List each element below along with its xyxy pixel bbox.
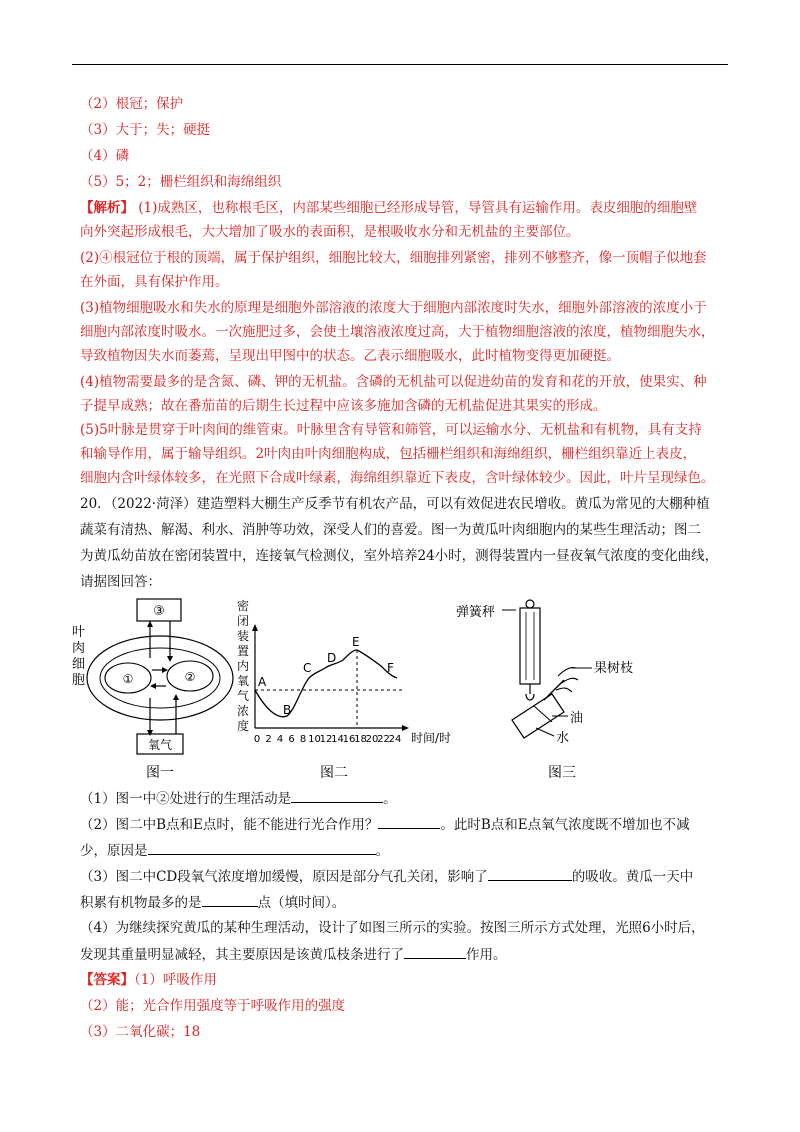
fig2-ylabel-6: 氧	[237, 674, 250, 688]
fig3-oil-level	[534, 706, 552, 722]
fig2-ylabel-2: 闭	[237, 614, 250, 628]
fig2-x-tick: 20	[365, 734, 379, 745]
figure3-diagram	[452, 596, 682, 756]
question-line1: 20．（2022·菏泽）建造塑料大棚生产反季节有机农产品，可以有效促进农民增收。黄瓜为常见的大棚种植	[80, 496, 710, 512]
fig3-label-water: 水	[556, 731, 570, 746]
subq-2-end: 。	[375, 843, 389, 859]
final-answer-1-text: （1）呼吸作用	[134, 972, 217, 988]
answer-line-2: （2）根冠；保护	[80, 96, 184, 112]
subq-2-text-b: 。此时B点和E点氧气浓度既不增加也不减	[440, 817, 690, 833]
answer-line-3: （3）大于；失；硬挺	[80, 122, 211, 138]
fig2-x-tick: 12	[319, 734, 333, 745]
fig1-arrowhead-2to1	[150, 683, 156, 689]
subq-1-text: （1）图一中②处进行的生理活动是	[80, 791, 292, 807]
analysis-p4-line2: 子提早成熟；故在番茄苗的后期生长过程中应该多施加含磷的无机盐促进其果实的形成。	[80, 398, 607, 414]
fig2-ylabel-4: 置	[237, 644, 250, 658]
figure2-caption: 图二	[320, 765, 348, 781]
fig2-x-tick: 22	[377, 734, 390, 745]
fig3-label-oil: 油	[570, 711, 584, 726]
analysis-p1-line1	[80, 198, 697, 218]
subq-3-blank	[488, 866, 572, 881]
subq-2-text: （2）图二中B点和E点时，能不能进行光合作用？	[80, 817, 379, 833]
fig2-x-label: 时间/时	[411, 731, 452, 745]
fig1-side-label-2: 肉	[72, 641, 86, 656]
fig1-organelle-2-label: ②	[184, 670, 196, 684]
fig1-arrowhead-from-oxygen	[173, 694, 179, 700]
subq-3-text-b: 的吸收。黄瓜一天中	[571, 869, 694, 885]
fig2-point-C: C	[303, 661, 312, 675]
fig1-arrowhead-to-box	[147, 621, 153, 627]
subq-4-blank	[404, 944, 466, 959]
fig2-x-tick: 24	[388, 734, 402, 745]
fig2-ylabel-3: 装	[237, 629, 250, 643]
subq-2-cont	[80, 840, 389, 861]
fig1-box-top-label: ③	[153, 604, 165, 619]
subq-2	[80, 814, 690, 835]
subq-2-blank-2	[148, 840, 376, 855]
fig1-arrowhead-to-oxygen	[147, 730, 153, 736]
figure1-diagram	[70, 596, 240, 756]
analysis-p1-text1: (1)成熟区，也称根毛区，内部某些细胞已经形成导管，导管具有运输作用。表皮细胞的细胞壁	[134, 200, 698, 216]
fig3-scale-hook	[526, 600, 534, 608]
subq-3	[80, 866, 693, 887]
fig2-ylabel-1: 密	[237, 599, 250, 613]
fig2-x-tick: 16	[342, 734, 356, 745]
fig2-x-tick: 8	[299, 734, 307, 745]
fig2-point-D: D	[327, 651, 337, 665]
figure1-caption: 图一	[146, 765, 174, 781]
analysis-tag: 【解析】	[80, 200, 134, 216]
fig2-x-tick: 4	[276, 734, 284, 745]
fig2-ylabel-8: 浓	[237, 704, 250, 718]
fig2-y-arrowhead	[252, 624, 258, 631]
subq-2-text-c: 少，原因是	[80, 843, 148, 859]
answer-line-4: （4）磷	[80, 148, 130, 164]
answer-line-5: （5）5；2；栅栏组织和海绵组织	[80, 174, 282, 190]
question-line2: 蔬菜有清热、解渴、利水、消肿等功效，深受人们的喜爱。图一为黄瓜叶肉细胞内的某些生理活动；图二	[80, 522, 701, 538]
fig2-point-F: F	[387, 661, 394, 675]
fig2-x-tick: 0	[253, 734, 261, 745]
fig2-x-tick: 10	[308, 734, 321, 745]
analysis-p5-line1: (5)5叶脉是贯穿于叶肉间的维管束。叶脉里含有导管和筛管，可以运输水分、无机盐和有机物，具有支持	[80, 422, 702, 438]
fig1-side-label-3: 细	[72, 657, 86, 672]
fig2-x-ticks	[254, 734, 402, 745]
fig1-side-label-1: 叶	[72, 625, 86, 640]
fig2-x-tick: 6	[288, 734, 295, 745]
subq-1	[80, 788, 397, 809]
header-rule	[72, 64, 728, 65]
fig1-cell-inner	[100, 648, 220, 708]
subq-4-end: 作用。	[466, 947, 507, 963]
analysis-p3-line2: 细胞内部浓度时吸水。一次施肥过多，会使土壤溶液浓度过高，大于植物细胞溶液的浓度，植物细胞失水，	[80, 324, 715, 340]
subq-3-text-c: 积累有机物最多的是	[80, 895, 202, 911]
subq-3-blank-2	[202, 892, 258, 907]
subq-1-end: 。	[383, 791, 397, 807]
fig2-point-A: A	[258, 675, 267, 689]
analysis-p2-line1: (2)④根冠位于根的顶端，属于保护组织，细胞比较大，细胞排列紧密，排列不够整齐，像一顶帽子似地套	[80, 250, 707, 266]
subq-3-cont	[80, 892, 345, 913]
fig2-point-E: E	[352, 635, 360, 649]
fig1-arrowhead-from-box	[167, 656, 173, 662]
analysis-p5-line3: 细胞内含叶绿体较多，在光照下合成叶绿素，海绵组织靠近下表皮，含叶绿体较少。因此，叶片呈现绿色。	[80, 470, 715, 486]
analysis-p1-line2: 向外突起形成根毛，大大增加了吸水的表面积，是根吸收水分和无机盐的主要部位。	[80, 224, 580, 240]
figure3-caption: 图三	[548, 765, 576, 781]
analysis-p4-line1: (4)植物需要最多的是含氮、磷、钾的无机盐。含磷的无机盐可以促进幼苗的发育和花的开放，使果实、种	[80, 374, 707, 390]
fig2-point-B: B	[283, 703, 292, 717]
figure2-chart	[235, 598, 455, 758]
fig1-organelle-1-label: ①	[122, 672, 134, 686]
fig2-x-tick: 2	[265, 734, 272, 745]
fig1-cell-outer	[87, 636, 233, 720]
fig2-x-tick: 18	[354, 734, 367, 745]
question-line4: 请据图回答：	[80, 574, 161, 590]
final-answer-tag: 【答案】	[80, 972, 134, 988]
fig3-branch-leaves	[556, 667, 578, 692]
subq-4-cont	[80, 944, 507, 965]
analysis-p3-line3: 导致植物因失水而萎蔫，呈现出甲图中的状态。乙表示细胞吸水，此时植物变得更加硬挺。	[80, 348, 620, 364]
analysis-p5-line2: 和输导作用，属于输导组织。2叶肉由叶肉细胞构成，包括栅栏组织和海绵组织，栅栏组织靠近上表皮，	[80, 446, 697, 462]
question-line3: 为黄瓜幼苗放在密闭装置中，连接氧气检测仪，室外培养24小时，测得装置内一昼夜氧气浓度的变化曲线，	[80, 548, 719, 564]
fig2-ylabel-9: 度	[237, 719, 250, 733]
fig2-x-tick: 14	[331, 734, 344, 745]
final-answer-2: （2）能；光合作用强度等于呼吸作用的强度	[80, 998, 346, 1014]
fig2-x-arrowhead	[402, 725, 409, 731]
fig3-scale-lower-hook	[526, 684, 534, 700]
subq-1-blank	[291, 788, 383, 803]
subq-3-end: 点（填时间）。	[257, 895, 346, 911]
analysis-p3-line1: (3)植物细胞吸水和失水的原理是细胞外部溶液的浓度大于细胞内部浓度时失水，细胞外部溶液的浓度小于	[80, 300, 707, 316]
subq-3-text: （3）图二中CD段氧气浓度增加缓慢，原因是部分气孔关闭，影响了	[80, 869, 488, 885]
fig2-oxygen-curve	[255, 650, 397, 717]
analysis-p2-line2: 在外面，具有保护作用。	[80, 274, 229, 290]
fig2-ylabel-5: 内	[237, 659, 250, 673]
fig2-ylabel-7: 气	[237, 689, 250, 703]
final-answer-1	[80, 970, 217, 990]
fig3-scale-body	[520, 608, 540, 684]
fig1-side-label-4: 胞	[72, 673, 86, 688]
subq-2-blank	[378, 814, 440, 829]
subq-4: （4）为继续探究黄瓜的某种生理活动，设计了如图三所示的实验。按图三所示方式处理，光照6小时后，	[80, 920, 705, 936]
fig1-arrowhead-1to2	[162, 667, 168, 673]
fig1-box-bottom-label: 氧气	[147, 738, 173, 752]
final-answer-3: （3）二氧化碳；18	[80, 1024, 201, 1040]
fig3-leader-water	[536, 728, 554, 736]
fig3-label-scale: 弹簧秤	[456, 605, 496, 620]
fig3-label-branch: 果树枝	[594, 661, 634, 676]
subq-4-text-b: 发现其重量明显减轻，其主要原因是该黄瓜枝条进行了	[80, 947, 404, 963]
